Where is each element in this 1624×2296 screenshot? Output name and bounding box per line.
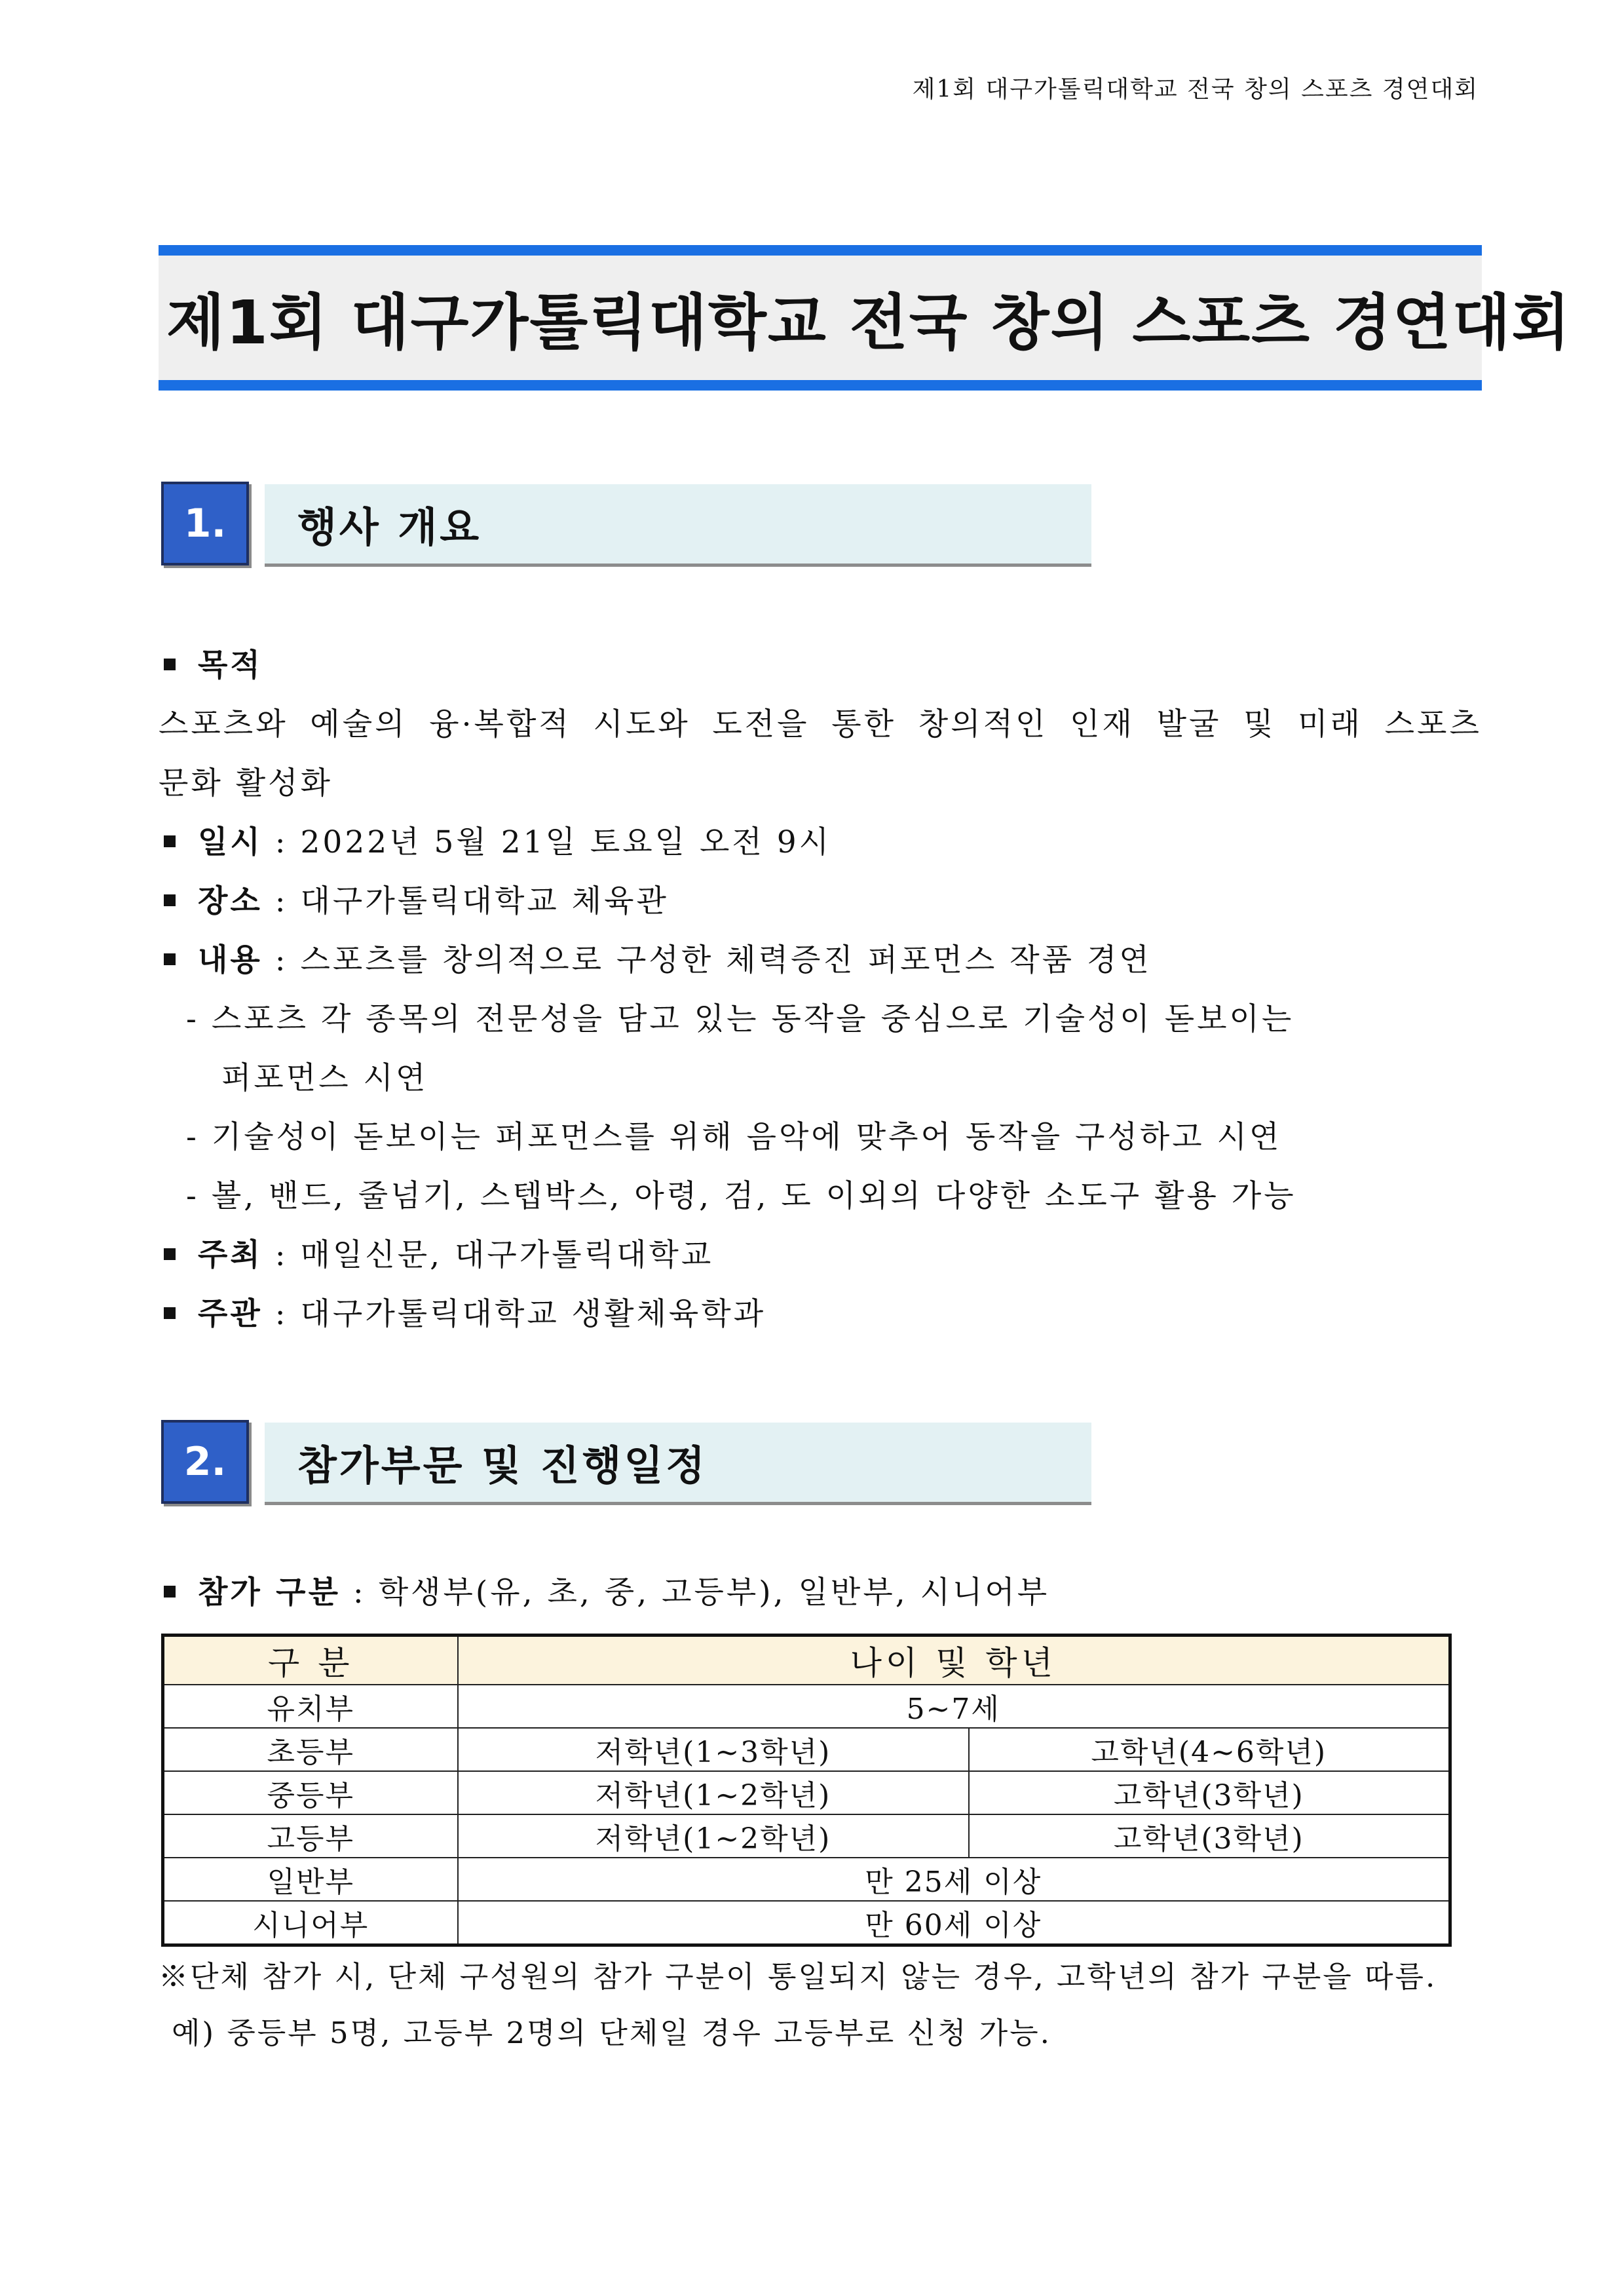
age-cell: 만 60세 이상 [458, 1901, 1450, 1945]
section-2-heading [161, 1420, 1091, 1509]
purpose-text-line1 [159, 700, 1482, 744]
date-value: : 2022년 5월 21일 토요일 오전 9시 [262, 824, 832, 860]
bullet-icon [164, 835, 176, 847]
purpose-word: 발굴 [1156, 706, 1222, 742]
purpose-item [164, 641, 263, 685]
division-cell: 유치부 [163, 1685, 458, 1728]
age-table [161, 1634, 1452, 1947]
note-line-2: 예) 중등부 5명, 고등부 2명의 단체일 경우 고등부로 신청 가능. [172, 2016, 1051, 2050]
running-header: 제1회 대구가톨릭대학교 전국 창의 스포츠 경연대회 [912, 76, 1479, 103]
content-sub-1-line2: 퍼포먼스 시연 [221, 1060, 428, 1096]
content-item [164, 936, 1152, 980]
purpose-word: 도전을 [712, 706, 810, 742]
division-cell: 중등부 [163, 1771, 458, 1814]
upper-grade-cell: 고학년(3학년) [969, 1814, 1450, 1858]
purpose-word: 통한 [831, 706, 897, 742]
table-row [163, 1771, 1450, 1814]
host-item [164, 1231, 713, 1274]
division-cell: 고등부 [163, 1814, 458, 1858]
content-label: 내용 [198, 942, 263, 978]
host-label: 주최 [198, 1237, 263, 1273]
category-label: 참가 구분 [198, 1575, 341, 1611]
page-title: 제1회 대구가톨릭대학교 전국 창의 스포츠 경연대회 [166, 288, 1572, 358]
lower-grade-cell: 저학년(1~2학년) [458, 1771, 969, 1814]
date-item [164, 818, 831, 862]
purpose-word: 스포츠 [1384, 706, 1482, 742]
upper-grade-cell: 고학년(3학년) [969, 1771, 1450, 1814]
place-label: 장소 [198, 883, 263, 919]
section-2-label: 참가부문 및 진행일정 [265, 1423, 1091, 1505]
content-sub-2: - 기술성이 돋보이는 퍼포먼스를 위해 음악에 맞추어 동작을 구성하고 시연 [186, 1119, 1282, 1155]
purpose-text-line2: 문화 활성화 [159, 765, 333, 801]
division-cell: 일반부 [163, 1858, 458, 1901]
bullet-icon [164, 894, 176, 906]
table-row [163, 1814, 1450, 1858]
lower-grade-cell: 저학년(1~3학년) [458, 1728, 969, 1771]
organizer-label: 주관 [198, 1296, 263, 1332]
bullet-icon [164, 953, 176, 965]
purpose-word: 창의적인 [918, 706, 1048, 742]
host-value: : 매일신문, 대구가톨릭대학교 [262, 1237, 714, 1273]
purpose-label: 목적 [198, 647, 263, 683]
place-value: : 대구가톨릭대학교 체육관 [262, 883, 669, 919]
table-row [163, 1858, 1450, 1901]
section-1-label: 행사 개요 [265, 484, 1091, 567]
content-value: : 스포츠를 창의적으로 구성한 체력증진 퍼포먼스 작품 경연 [262, 942, 1152, 978]
bullet-icon [164, 1248, 176, 1260]
title-banner [159, 245, 1572, 391]
purpose-word: 시도와 [593, 706, 690, 742]
table-row [163, 1901, 1450, 1945]
purpose-word: 및 [1243, 706, 1276, 742]
purpose-word: 예술의 [310, 706, 407, 742]
note-line-1: ※단체 참가 시, 단체 구성원의 참가 구분이 통일되지 않는 경우, 고학년의 참가 구분을 따름. [159, 1959, 1437, 1994]
purpose-word: 미래 [1298, 706, 1363, 742]
place-item [164, 877, 669, 921]
section-1-heading [161, 482, 1091, 571]
bullet-icon [164, 1586, 176, 1598]
table-row [163, 1728, 1450, 1771]
table-row [163, 1685, 1450, 1728]
category-value: : 학생부(유, 초, 중, 고등부), 일반부, 시니어부 [340, 1575, 1050, 1611]
organizer-value: : 대구가톨릭대학교 생활체육학과 [262, 1296, 766, 1332]
content-sub-3: - 볼, 밴드, 줄넘기, 스텝박스, 아령, 검, 도 이외의 다양한 소도구 활용 가능 [186, 1178, 1296, 1214]
upper-grade-cell: 고학년(4~6학년) [969, 1728, 1450, 1771]
bullet-icon [164, 1307, 176, 1319]
purpose-word: 융·복합적 [429, 706, 571, 742]
age-cell: 만 25세 이상 [458, 1858, 1450, 1901]
age-cell: 5~7세 [458, 1685, 1450, 1728]
organizer-item [164, 1290, 766, 1333]
division-cell: 시니어부 [163, 1901, 458, 1945]
content-sub-1-line1: - 스포츠 각 종목의 전문성을 담고 있는 동작을 중심으로 기술성이 돋보이는 [186, 1001, 1294, 1037]
section-2-number: 2. [161, 1420, 249, 1504]
table-header-division: 구 분 [163, 1636, 458, 1685]
category-item [164, 1568, 1049, 1612]
division-cell: 초등부 [163, 1728, 458, 1771]
bullet-icon [164, 659, 176, 670]
section-1-number: 1. [161, 482, 249, 565]
purpose-word: 인재 [1070, 706, 1135, 742]
table-header-row [163, 1636, 1450, 1685]
purpose-word: 스포츠와 [159, 706, 288, 742]
table-header-age: 나이 및 학년 [458, 1636, 1450, 1685]
date-label: 일시 [198, 824, 263, 860]
lower-grade-cell: 저학년(1~2학년) [458, 1814, 969, 1858]
